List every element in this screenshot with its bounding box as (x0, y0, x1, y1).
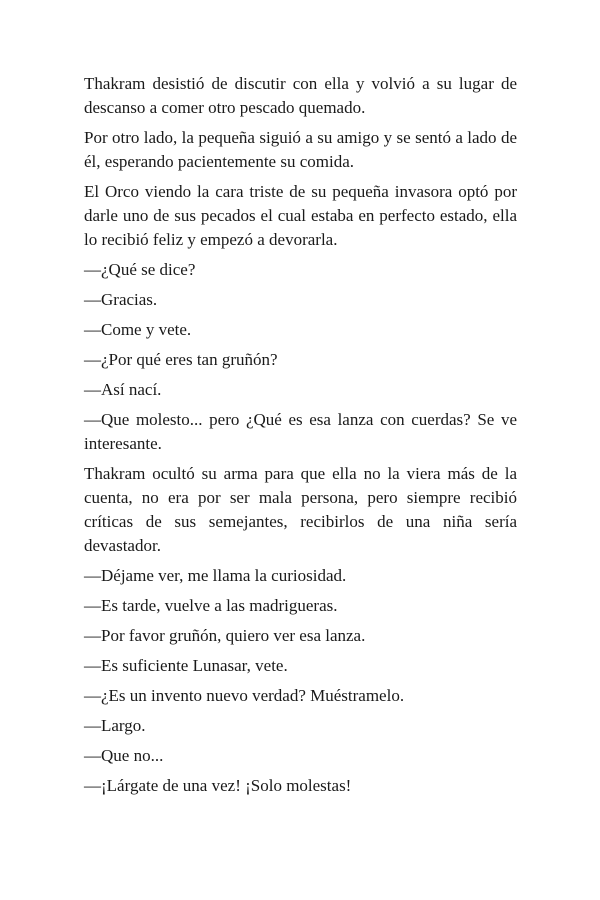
paragraph-dialogue: —Es suficiente Lunasar, vete. (84, 656, 288, 675)
paragraph-dialogue: —Déjame ver, me llama la curiosidad. (84, 566, 347, 585)
paragraph-dialogue: —Largo. (84, 716, 146, 735)
paragraph-dialogue: —Por favor gruñón, quiero ver esa lanza. (84, 626, 366, 645)
paragraph-dialogue: —Que no... (84, 746, 164, 765)
paragraph-narration: Thakram desistió de discutir con ella y volvió a su lugar de descanso a comer otro pescado quemado. (84, 74, 517, 117)
paragraph-narration: El Orco viendo la cara triste de su pequeña invasora optó por darle uno de sus pecados el cual estaba en perfecto estado, ella lo recibió feliz y empezó a devorarla. (84, 182, 517, 249)
paragraph-narration: Por otro lado, la pequeña siguió a su amigo y se sentó a lado de él, esperando pacientemente su comida. (84, 128, 517, 171)
paragraph-dialogue: —¿Es un invento nuevo verdad? Muéstramelo. (84, 686, 405, 705)
paragraph-dialogue: —Que molesto... pero ¿Qué es esa lanza con cuerdas? Se ve interesante. (84, 410, 517, 453)
paragraph-dialogue: —Gracias. (84, 290, 158, 309)
paragraph-dialogue: —Así nací. (84, 380, 162, 399)
paragraph-dialogue: —¿Qué se dice? (84, 260, 196, 279)
book-page (84, 72, 517, 804)
paragraph-dialogue: —¡Lárgate de una vez! ¡Solo molestas! (84, 776, 352, 795)
paragraph-dialogue: —¿Por qué eres tan gruñón? (84, 350, 278, 369)
paragraph-narration: Thakram ocultó su arma para que ella no la viera más de la cuenta, no era por ser mala persona, pero siempre recibió críticas de sus semejantes, recibirlos de una niña sería devastador. (84, 464, 517, 555)
paragraph-dialogue: —Come y vete. (84, 320, 192, 339)
paragraph-dialogue: —Es tarde, vuelve a las madrigueras. (84, 596, 338, 615)
